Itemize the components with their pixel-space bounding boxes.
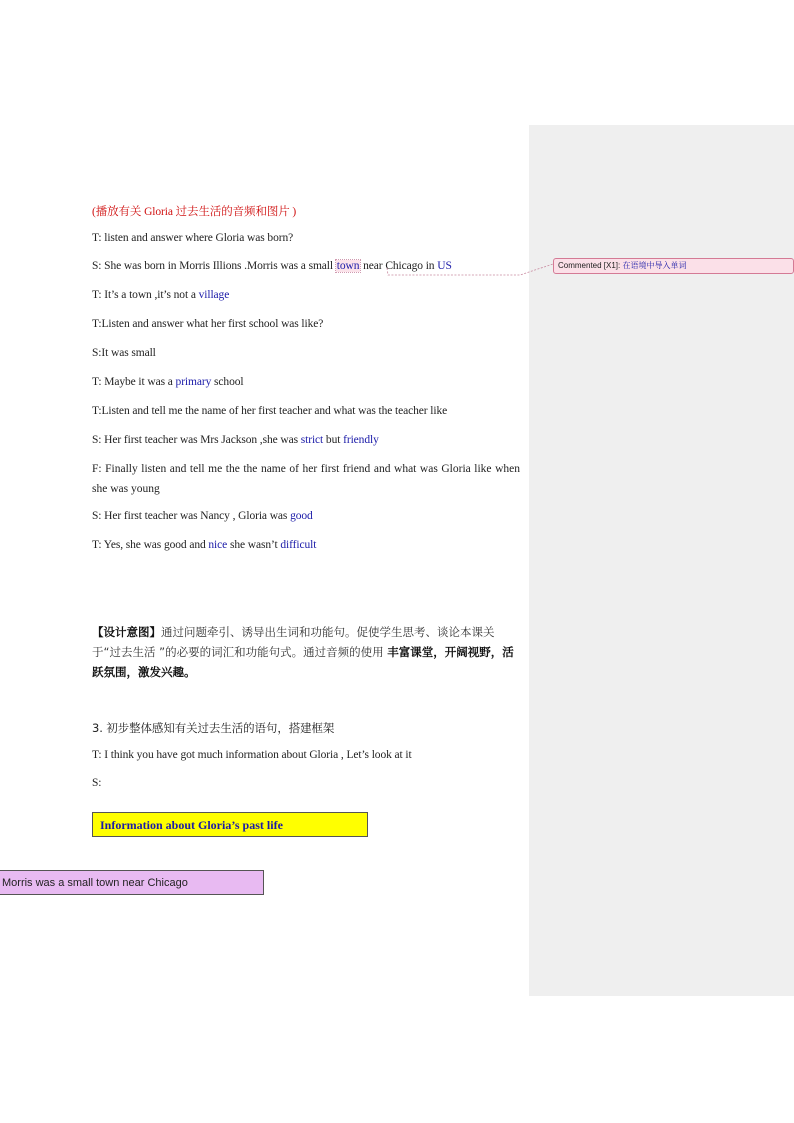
vocab-word-us: US [437,260,452,272]
dialog-line: T: I think you have got much information about Gloria , Let’s look at it [92,749,412,761]
text: T: Maybe it was a [92,376,176,388]
info-title-text: Information about Gloria’s past life [100,818,283,832]
step-heading: 3. 初步整体感知有关过去生活的语句，搭建框架 [92,721,335,735]
design-label: 【设计意图】 [92,625,161,639]
dialog-line: T:Listen and answer what her first school was like? [92,318,324,330]
vocab-word-primary: primary [175,376,212,388]
dialog-line [92,289,229,301]
design-intent-paragraph [92,622,522,682]
comment-balloon[interactable] [553,258,794,274]
comment-label: Commented [X1]: [558,261,621,270]
text: but [323,434,344,446]
morris-info-text: Morris was a small town near Chicago [2,877,188,889]
vocab-word-village: village [198,289,230,301]
text: she wasn’t [227,539,281,551]
dialog-line [92,376,243,388]
design-text: 通过问题牵引、诱导出生词和功能句。促使学生思考、谈论本课关于“过去生活 ”的必要的词汇和功能句式。通过音频的使用 [92,625,495,659]
dialog-line: S: [92,777,102,789]
dialog-line [92,510,313,522]
dialog-line: T:Listen and tell me the name of her first teacher and what was the teacher like [92,405,448,417]
vocab-word-friendly: friendly [343,434,379,446]
intro-line: (播放有关 Gloria 过去生活的音频和图片 ) [92,206,297,218]
vocab-word-good: good [290,510,313,522]
dialog-line [92,434,379,446]
text: school [211,376,244,388]
morris-info-box[interactable] [0,870,264,895]
text: S: She was born in Morris Illions .Morris was a small [92,260,336,272]
vocab-word-difficult: difficult [280,539,317,551]
dialog-line [92,260,452,272]
text: S: Her first teacher was Nancy , Gloria was [92,510,291,522]
text: near Chicago in [360,260,438,272]
text: S: Her first teacher was Mrs Jackson ,she was [92,434,301,446]
vocab-word-strict: strict [300,434,324,446]
text: T: It’s a town ,it’s not a [92,289,199,301]
vocab-word-nice: nice [208,539,228,551]
design-bold-text: 丰富课堂，开阔视野，活跃氛围，激发兴趣。 [92,645,514,679]
dialog-line: T: listen and answer where Gloria was born? [92,232,294,244]
text: T: Yes, she was good and [92,539,209,551]
vocab-word-town[interactable]: town [336,260,360,272]
dialog-line: S:It was small [92,347,156,359]
dialog-paragraph: F: Finally listen and tell me the the name of her first friend and what was Gloria like when she was young [92,463,520,495]
info-title-box[interactable] [92,812,368,837]
comment-text: 在语境中导入单词 [622,261,687,270]
dialog-line [92,539,316,551]
